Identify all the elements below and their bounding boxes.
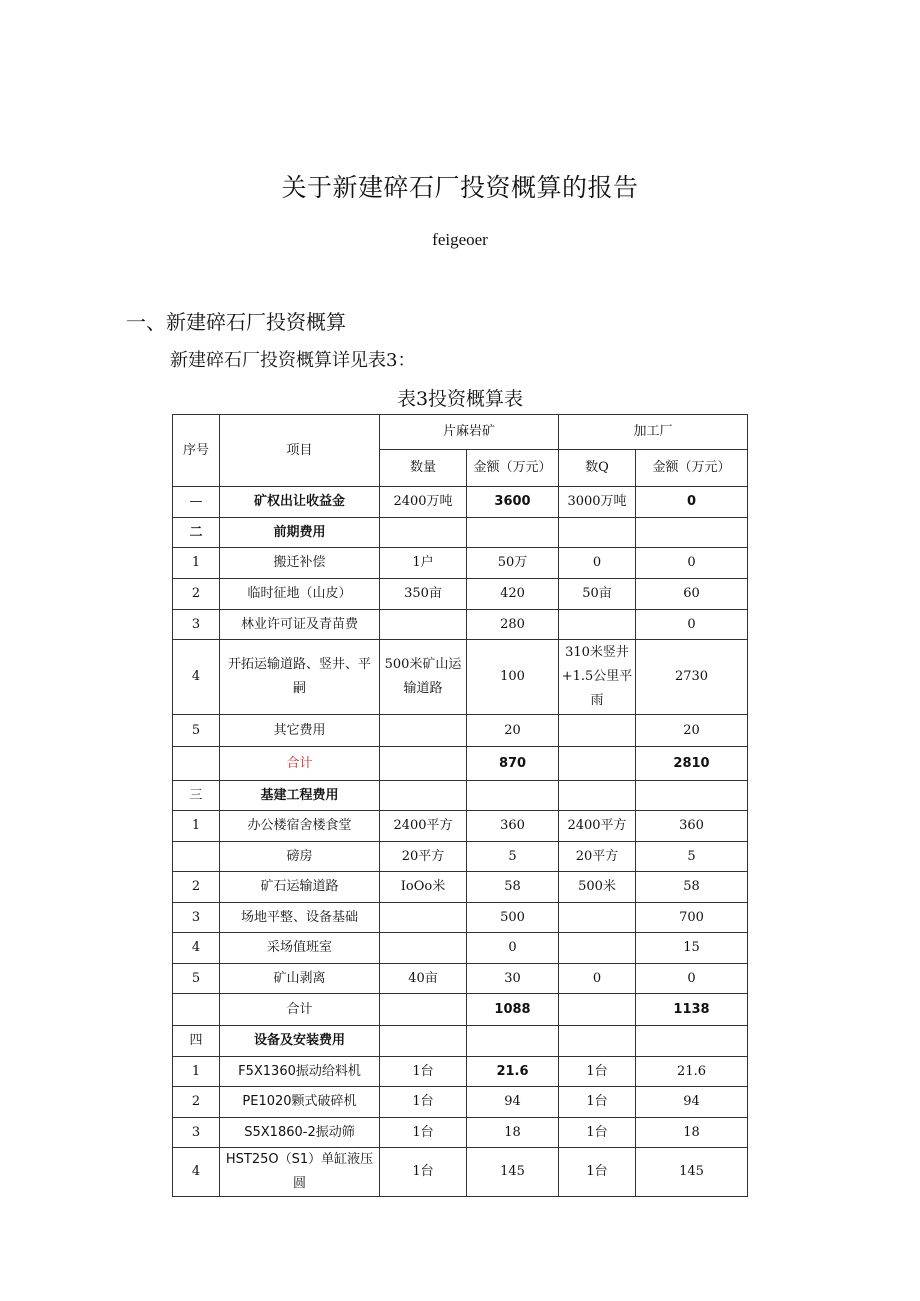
header-amount: 金额（万元）	[467, 450, 559, 487]
plant-quantity-cell: 50亩	[559, 579, 636, 610]
quarry-quantity-cell: 40亩	[380, 964, 467, 994]
seq-cell: 二	[173, 518, 220, 548]
plant-quantity-cell	[559, 518, 636, 548]
quarry-quantity-cell: 350亩	[380, 579, 467, 610]
plant-amount-cell: 0	[636, 964, 748, 994]
plant-amount-cell: 0	[636, 610, 748, 640]
section-heading: 一、新建碎石厂投资概算	[126, 310, 346, 334]
quarry-amount-cell	[467, 1026, 559, 1057]
item-cell: 矿石运输道路	[220, 872, 380, 903]
plant-amount-cell: 21.6	[636, 1057, 748, 1087]
table-row	[173, 1118, 748, 1148]
quarry-amount-cell: 21.6	[467, 1057, 559, 1087]
item-cell: 基建工程费用	[220, 781, 380, 811]
seq-cell	[173, 747, 220, 781]
seq-cell: 三	[173, 781, 220, 811]
quarry-quantity-cell	[380, 994, 467, 1026]
seq-cell: 1	[173, 1057, 220, 1087]
quarry-quantity-cell: 2400万吨	[380, 487, 467, 518]
table-row	[173, 964, 748, 994]
plant-amount-cell	[636, 1026, 748, 1057]
item-cell: PE1020颗式破碎机	[220, 1087, 380, 1118]
plant-quantity-cell: 2400平方	[559, 811, 636, 842]
plant-quantity-cell: 1台	[559, 1118, 636, 1148]
plant-quantity-cell	[559, 1026, 636, 1057]
quarry-amount-cell: 0	[467, 933, 559, 964]
quarry-quantity-cell	[380, 933, 467, 964]
item-cell: S5X1860-2振动筛	[220, 1118, 380, 1148]
seq-cell: 4	[173, 1148, 220, 1197]
quarry-amount-cell: 5	[467, 842, 559, 872]
table-row	[173, 747, 748, 781]
seq-cell: 5	[173, 964, 220, 994]
table-row	[173, 1057, 748, 1087]
plant-quantity-cell: 500米	[559, 872, 636, 903]
quarry-amount-cell: 280	[467, 610, 559, 640]
plant-amount-cell: 58	[636, 872, 748, 903]
plant-quantity-cell: 1台	[559, 1057, 636, 1087]
table-row	[173, 715, 748, 747]
table-row	[173, 518, 748, 548]
quarry-amount-cell: 360	[467, 811, 559, 842]
item-cell: 临时征地（山皮）	[220, 579, 380, 610]
seq-cell: 2	[173, 872, 220, 903]
quarry-quantity-cell: 1台	[380, 1087, 467, 1118]
seq-cell: 4	[173, 933, 220, 964]
table-row	[173, 903, 748, 933]
plant-quantity-cell	[559, 781, 636, 811]
table-row	[173, 548, 748, 579]
table-row	[173, 781, 748, 811]
quarry-quantity-cell	[380, 610, 467, 640]
table-row	[173, 1026, 748, 1057]
table-row	[173, 1148, 748, 1197]
header-seq: 序号	[173, 415, 220, 487]
quarry-amount-cell: 100	[467, 640, 559, 715]
header-group-quarry: 片麻岩矿	[380, 415, 559, 450]
table-row	[173, 610, 748, 640]
quarry-amount-cell: 50万	[467, 548, 559, 579]
item-cell: 前期费用	[220, 518, 380, 548]
plant-quantity-cell	[559, 903, 636, 933]
quarry-quantity-cell: 500米矿山运输道路	[380, 640, 467, 715]
plant-quantity-cell	[559, 610, 636, 640]
item-cell: 矿山剥离	[220, 964, 380, 994]
plant-amount-cell	[636, 781, 748, 811]
document-author: feigeoer	[432, 230, 488, 249]
document-title: 关于新建碎石厂投资概算的报告	[281, 173, 639, 202]
plant-quantity-cell	[559, 747, 636, 781]
plant-quantity-cell: 1台	[559, 1148, 636, 1197]
quarry-amount-cell	[467, 781, 559, 811]
plant-quantity-cell: 310米竖井+1.5公里平雨	[559, 640, 636, 715]
quarry-amount-cell: 30	[467, 964, 559, 994]
seq-cell: 5	[173, 715, 220, 747]
quarry-amount-cell: 500	[467, 903, 559, 933]
plant-amount-cell: 360	[636, 811, 748, 842]
item-cell: 合计	[220, 747, 380, 781]
plant-amount-cell: 18	[636, 1118, 748, 1148]
header-group-plant: 加工厂	[559, 415, 748, 450]
plant-quantity-cell	[559, 933, 636, 964]
seq-cell: 2	[173, 579, 220, 610]
quarry-quantity-cell	[380, 518, 467, 548]
table-row	[173, 487, 748, 518]
quarry-quantity-cell: 1台	[380, 1118, 467, 1148]
seq-cell: 3	[173, 1118, 220, 1148]
quarry-quantity-cell: 2400平方	[380, 811, 467, 842]
seq-cell: 4	[173, 640, 220, 715]
seq-cell	[173, 994, 220, 1026]
plant-amount-cell	[636, 518, 748, 548]
table-row	[173, 1087, 748, 1118]
table-row	[173, 579, 748, 610]
quarry-amount-cell: 870	[467, 747, 559, 781]
header-quantity: 数量	[380, 450, 467, 487]
plant-amount-cell: 1138	[636, 994, 748, 1026]
plant-quantity-cell: 1台	[559, 1087, 636, 1118]
seq-cell: 1	[173, 811, 220, 842]
item-cell: 合计	[220, 994, 380, 1026]
quarry-quantity-cell	[380, 747, 467, 781]
quarry-quantity-cell	[380, 781, 467, 811]
plant-amount-cell: 15	[636, 933, 748, 964]
item-cell: F5X1360振动给料机	[220, 1057, 380, 1087]
table-row	[173, 842, 748, 872]
item-cell: 搬迁补偿	[220, 548, 380, 579]
quarry-amount-cell: 20	[467, 715, 559, 747]
quarry-amount-cell: 1088	[467, 994, 559, 1026]
item-cell: 矿权出让收益金	[220, 487, 380, 518]
seq-cell	[173, 842, 220, 872]
seq-cell: 3	[173, 610, 220, 640]
quarry-amount-cell: 58	[467, 872, 559, 903]
quarry-quantity-cell: 1台	[380, 1148, 467, 1197]
intro-paragraph: 新建碎石厂投资概算详见表3：	[170, 350, 416, 371]
quarry-amount-cell: 94	[467, 1087, 559, 1118]
quarry-amount-cell: 3600	[467, 487, 559, 518]
item-cell: 设备及安装费用	[220, 1026, 380, 1057]
quarry-quantity-cell	[380, 903, 467, 933]
item-cell: 办公楼宿舍楼食堂	[220, 811, 380, 842]
plant-quantity-cell: 0	[559, 964, 636, 994]
plant-amount-cell: 145	[636, 1148, 748, 1197]
header-quantity: 数Q	[559, 450, 636, 487]
plant-amount-cell: 60	[636, 579, 748, 610]
seq-cell: 1	[173, 548, 220, 579]
quarry-quantity-cell: 20平方	[380, 842, 467, 872]
quarry-quantity-cell	[380, 715, 467, 747]
quarry-quantity-cell	[380, 1026, 467, 1057]
seq-cell: 3	[173, 903, 220, 933]
plant-quantity-cell	[559, 994, 636, 1026]
seq-cell: 2	[173, 1087, 220, 1118]
quarry-amount-cell: 420	[467, 579, 559, 610]
quarry-amount-cell: 145	[467, 1148, 559, 1197]
item-cell: HST25O（S1）单缸液压圆	[220, 1148, 380, 1197]
plant-quantity-cell: 0	[559, 548, 636, 579]
plant-quantity-cell: 3000万吨	[559, 487, 636, 518]
plant-amount-cell: 0	[636, 548, 748, 579]
seq-cell: —	[173, 487, 220, 518]
quarry-quantity-cell: IoOo米	[380, 872, 467, 903]
quarry-quantity-cell: 1户	[380, 548, 467, 579]
item-cell: 其它费用	[220, 715, 380, 747]
table-row	[173, 933, 748, 964]
seq-cell: 四	[173, 1026, 220, 1057]
quarry-amount-cell	[467, 518, 559, 548]
item-cell: 开拓运输道路、竖井、平嗣	[220, 640, 380, 715]
plant-amount-cell: 700	[636, 903, 748, 933]
item-cell: 磅房	[220, 842, 380, 872]
table-row	[173, 872, 748, 903]
item-cell: 林业许可证及青苗费	[220, 610, 380, 640]
plant-amount-cell: 94	[636, 1087, 748, 1118]
investment-estimate-table	[172, 414, 748, 1197]
table-caption: 表3投资概算表	[396, 388, 524, 410]
table-row	[173, 994, 748, 1026]
table-row	[173, 640, 748, 715]
header-amount: 金额（万元）	[636, 450, 748, 487]
plant-amount-cell: 2810	[636, 747, 748, 781]
quarry-amount-cell: 18	[467, 1118, 559, 1148]
header-item: 项目	[220, 415, 380, 487]
quarry-quantity-cell: 1台	[380, 1057, 467, 1087]
plant-quantity-cell	[559, 715, 636, 747]
item-cell: 场地平整、设备基础	[220, 903, 380, 933]
plant-quantity-cell: 20平方	[559, 842, 636, 872]
plant-amount-cell: 5	[636, 842, 748, 872]
table-row	[173, 811, 748, 842]
item-cell: 采场值班室	[220, 933, 380, 964]
plant-amount-cell: 0	[636, 487, 748, 518]
plant-amount-cell: 2730	[636, 640, 748, 715]
plant-amount-cell: 20	[636, 715, 748, 747]
